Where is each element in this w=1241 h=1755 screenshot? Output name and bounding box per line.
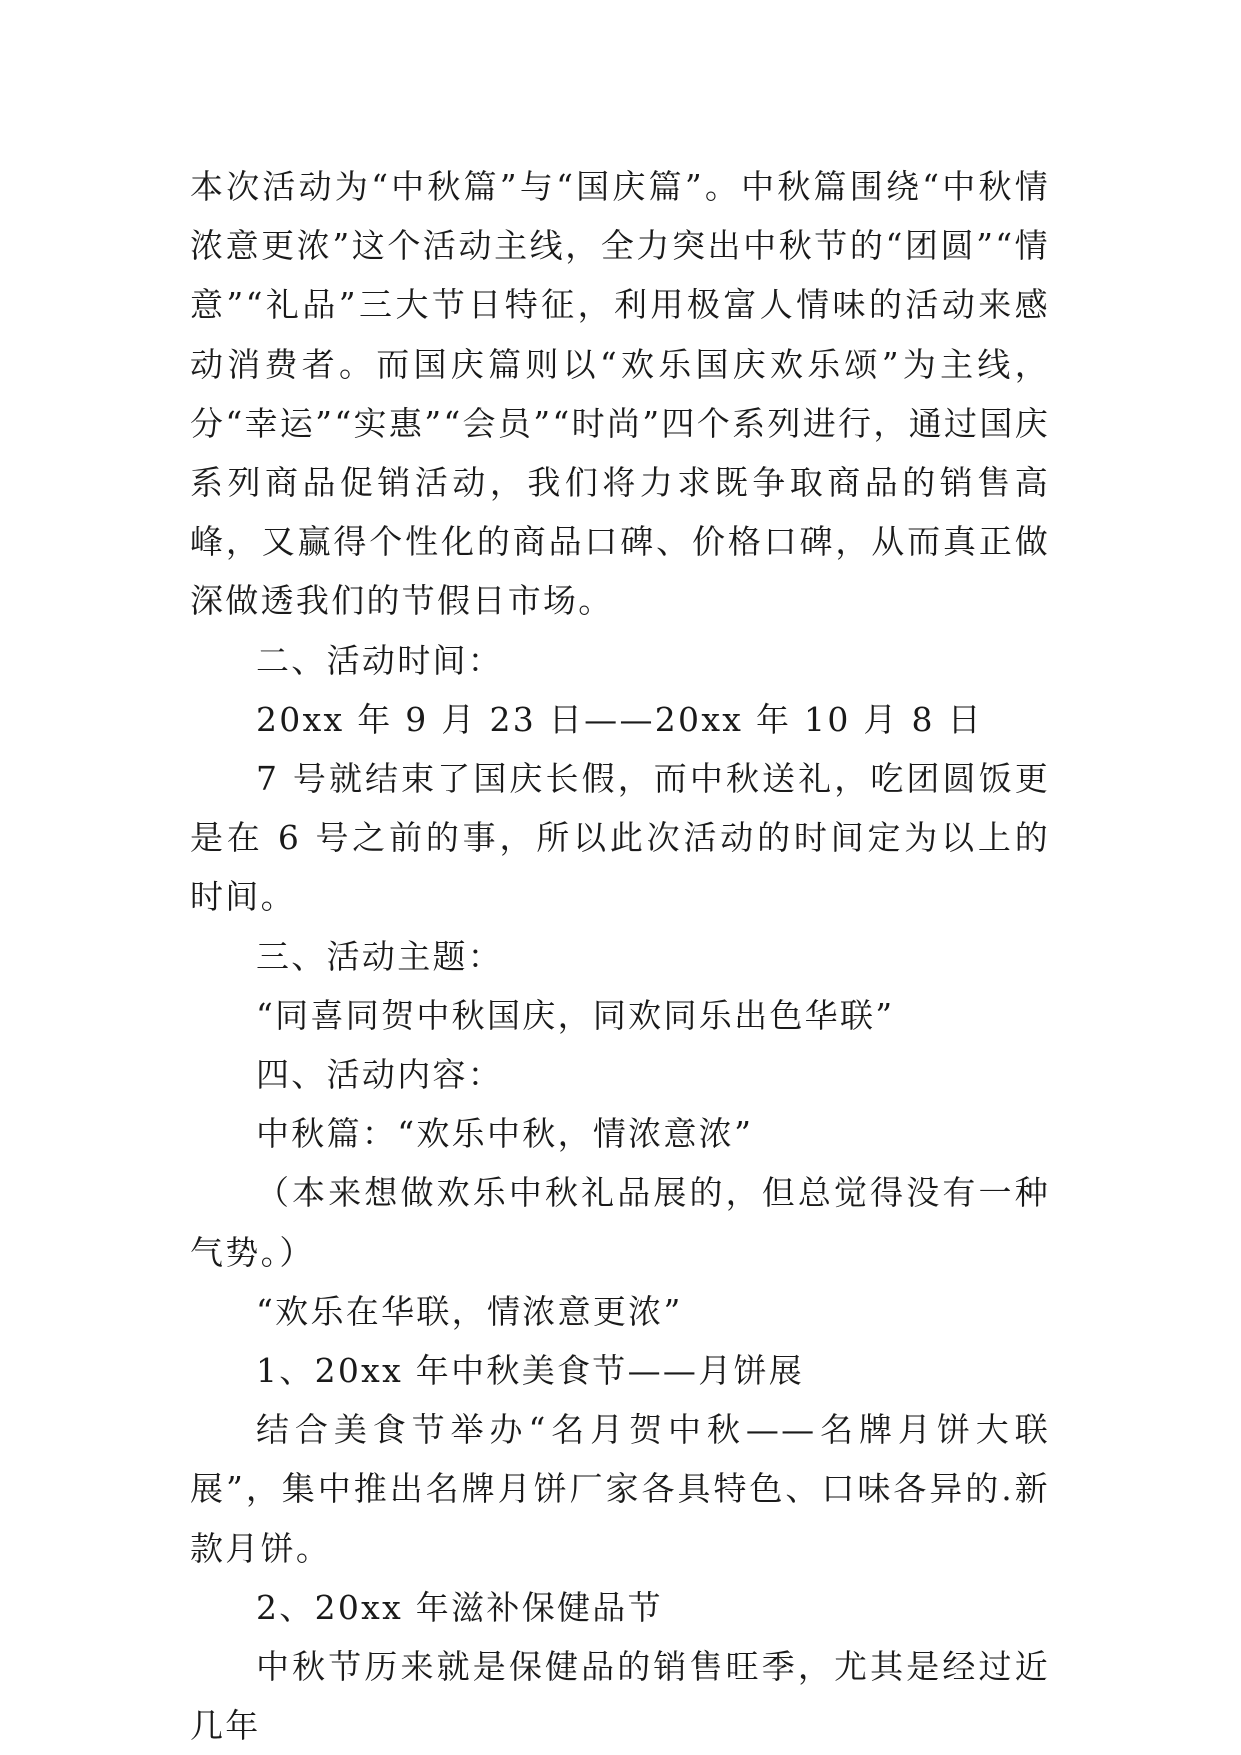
heading-activity-time: 二、活动时间： — [256, 640, 504, 680]
paragraph-date-range: 20xx 年 9 月 23 日——20xx 年 10 月 8 日 — [256, 699, 983, 739]
item-health-products: 2、20xx 年滋补保健品节 — [256, 1587, 663, 1627]
paragraph-midautumn-title: 中秋篇：“欢乐中秋，情浓意浓” — [256, 1114, 754, 1154]
paragraph-health-detail: 中秋节历来就是保健品的销售旺季，尤其是经过近几年 — [190, 1647, 1050, 1746]
item-mooncake-fair: 1、20xx 年中秋美食节——月饼展 — [256, 1351, 805, 1391]
document-body — [190, 157, 1050, 1755]
paragraph-intro: 本次活动为“中秋篇”与“国庆篇”。中秋篇围绕“中秋情浓意更浓”这个活动主线，全力突出中秋节的“团圆”“情意”“礼品”三大节日特征，利用极富人情味的活动来感动消费者。而国庆篇则以“欢乐国庆欢乐颂”为主线，分“幸运”“实惠”“会员”“时尚”四个系列进行，通过国庆系列商品促销活动，我们将力求既争取商品的销售高峰，又赢得个性化的商品口碑、价格口碑，从而真正做深做透我们的节假日市场。 — [190, 167, 1050, 621]
paragraph-time-reason: 7 号就结束了国庆长假，而中秋送礼，吃团圆饭更是在 6 号之前的事，所以此次活动的时间定为以上的时间。 — [190, 759, 1050, 917]
paragraph-slogan: “欢乐在华联，情浓意更浓” — [256, 1291, 683, 1331]
heading-activity-content: 四、活动内容： — [256, 1055, 504, 1095]
heading-activity-theme: 三、活动主题： — [256, 936, 504, 976]
paragraph-note: （本来想做欢乐中秋礼品展的，但总觉得没有一种气势。） — [190, 1173, 1050, 1272]
paragraph-theme-slogan: “同喜同贺中秋国庆，同欢同乐出色华联” — [256, 995, 895, 1035]
paragraph-mooncake-detail: 结合美食节举办“名月贺中秋——名牌月饼大联展”，集中推出名牌月饼厂家各具特色、口味各异的.新款月饼。 — [190, 1410, 1050, 1568]
